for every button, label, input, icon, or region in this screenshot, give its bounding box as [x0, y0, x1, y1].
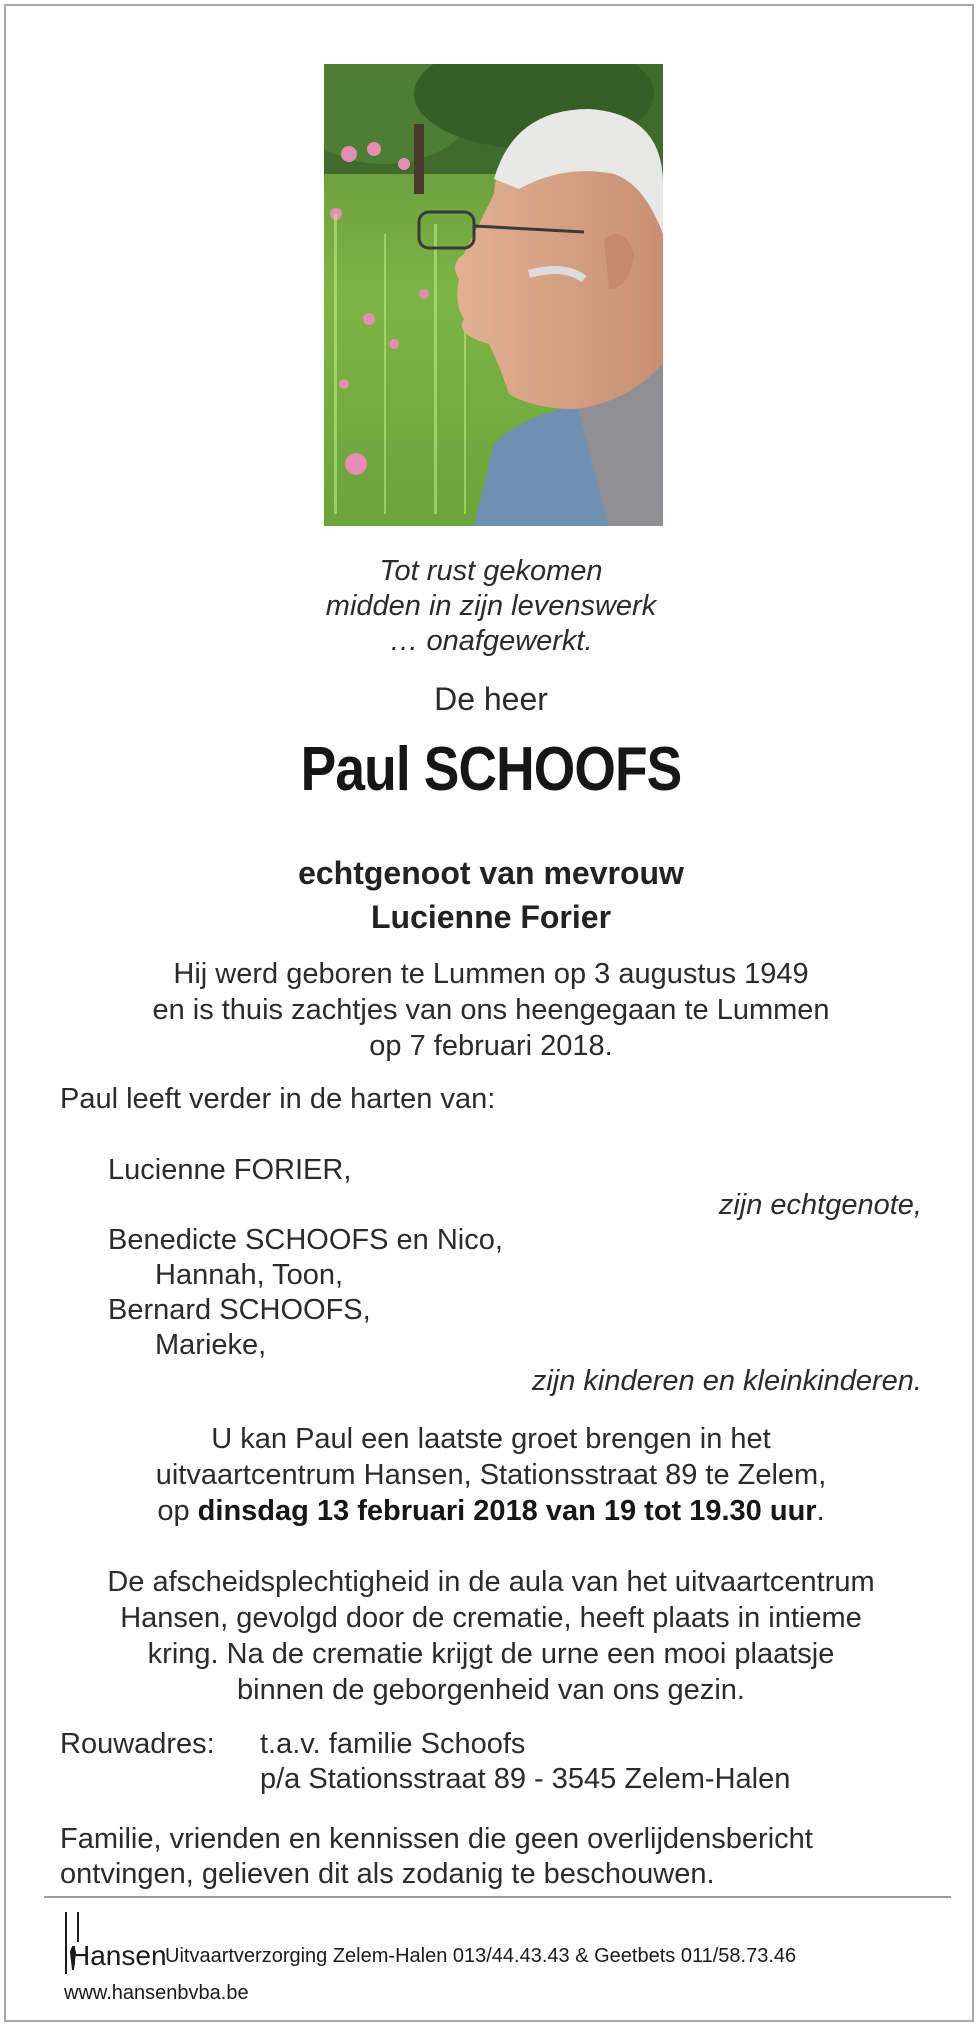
address-line: p/a Stationsstraat 89 - 3545 Zelem-Halen — [260, 1763, 791, 1795]
quote-line: … onafgewerkt. — [389, 625, 593, 657]
death-date-line: op 7 februari 2018. — [369, 1030, 613, 1062]
spouse-name: Lucienne Forier — [370, 899, 612, 935]
spouse-line: echtgenoot van mevrouw — [298, 855, 684, 891]
deceased-name: Paul SCHOOFS — [300, 735, 682, 804]
spouse-mention — [6, 851, 976, 939]
website-link[interactable]: www.hansenbvba.be — [64, 1982, 249, 2004]
notice-line: Familie, vrienden en kennissen die geen overlijdensbericht — [60, 1823, 813, 1855]
family-spouse-name: Lucienne FORIER, — [108, 1154, 352, 1186]
survivors-intro: Paul leeft verder in de harten van: — [60, 1083, 496, 1115]
visitation-line: uitvaartcentrum Hansen, Stationsstraat 89 te Zelem, — [155, 1459, 827, 1491]
birth-line: Hij werd geboren te Lummen op 3 augustus 1949 — [173, 958, 809, 990]
ceremony-line: Hansen, gevolgd door de crematie, heeft plaats in intieme — [120, 1602, 862, 1634]
visitation-line: U kan Paul een laatste groet brengen in het — [211, 1423, 771, 1455]
visitation-datetime: dinsdag 13 februari 2018 van 19 tot 19.30 uur — [197, 1495, 817, 1527]
ceremony-line: binnen de geborgenheid van ons gezin. — [237, 1674, 745, 1706]
family-children-role: zijn kinderen en kleinkinderen. — [531, 1365, 922, 1397]
family-child: Bernard SCHOOFS, — [108, 1294, 371, 1326]
family-grandchildren: Hannah, Toon, — [155, 1259, 344, 1291]
birth-death-info — [6, 956, 976, 1064]
death-line: en is thuis zachtjes van ons heengegaan te Lummen — [152, 994, 830, 1026]
footer-divider — [44, 1896, 951, 1898]
family-spouse-role: zijn echtgenote, — [718, 1189, 922, 1221]
brand-name: Hansen — [70, 1940, 167, 1971]
visitation-prefix: op — [157, 1495, 198, 1527]
visitation-info — [6, 1421, 976, 1529]
quote-line: Tot rust gekomen — [379, 555, 603, 587]
family-grandchildren: Marieke, — [155, 1329, 267, 1361]
contact-info: Uitvaartverzorging Zelem-Halen 013/44.43.43 & Geetbets 011/58.73.46 — [165, 1945, 797, 1967]
visitation-date-line — [6, 1493, 976, 1529]
ceremony-line: De afscheidsplechtigheid in de aula van het uitvaartcentrum — [107, 1566, 875, 1598]
address-label: Rouwadres: — [60, 1728, 215, 1760]
address-line: t.a.v. familie Schoofs — [260, 1728, 526, 1760]
salutation: De heer — [434, 681, 548, 717]
ceremony-info — [6, 1564, 976, 1708]
obituary-card — [4, 4, 974, 2022]
portrait-photo — [324, 64, 663, 526]
visitation-suffix: . — [816, 1495, 825, 1527]
ceremony-line: kring. Na de crematie krijgt de urne een mooi plaatsje — [147, 1638, 835, 1670]
memorial-quote — [6, 554, 976, 659]
family-child: Benedicte SCHOOFS en Nico, — [108, 1224, 503, 1256]
quote-line: midden in zijn levenswerk — [325, 590, 657, 622]
notice-line: ontvingen, gelieven dit als zodanig te beschouwen. — [60, 1858, 715, 1890]
